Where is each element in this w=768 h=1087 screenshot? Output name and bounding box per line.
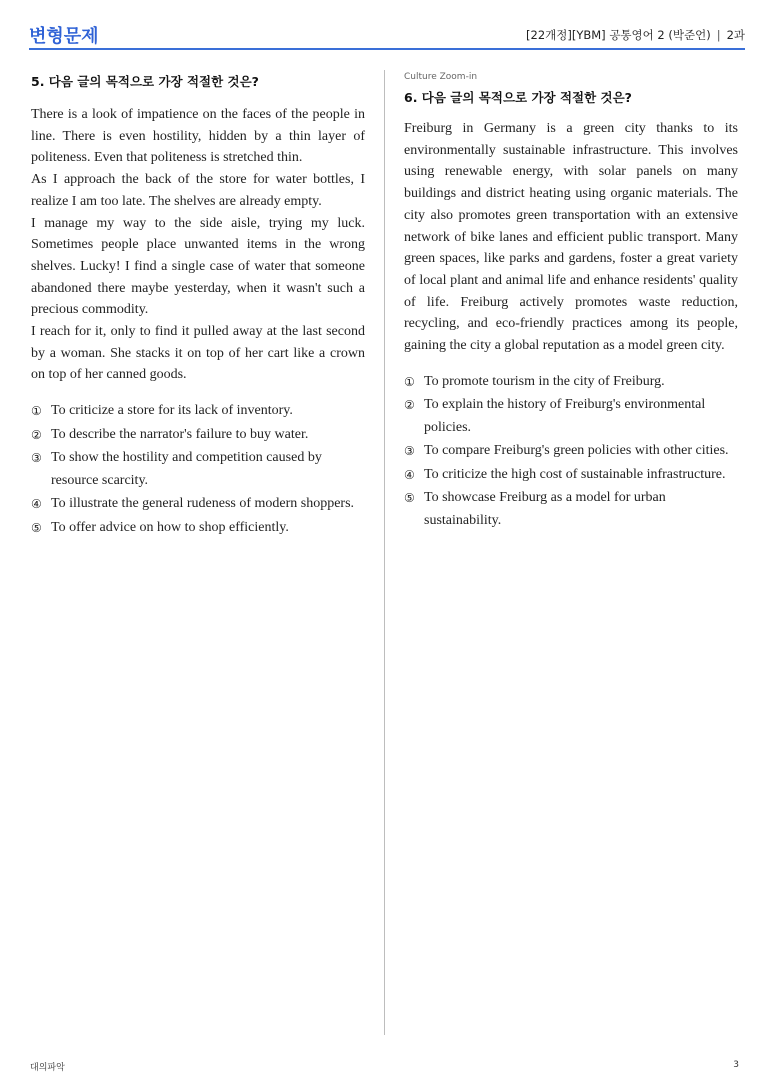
passage-paragraph: There is a look of impatience on the faces of the people in line. There is even hostility, hidden by a thin layer of politeness. Even that politeness is stretched thin.: [31, 107, 365, 166]
passage-paragraph: I reach for it, only to find it pulled away at the last second by a woman. She stacks it on top of her cart like a crown on top of her canned goods.: [31, 324, 365, 383]
option-text: To criticize the high cost of sustainable infrastructure.: [424, 466, 726, 482]
page-number: 3: [733, 1060, 739, 1070]
page-header: [29, 0, 745, 50]
option-text: To promote tourism in the city of Freiburg.: [424, 373, 665, 389]
answer-option[interactable]: [404, 394, 738, 439]
option-number: ①: [31, 404, 42, 419]
option-text: To describe the narrator's failure to buy water.: [51, 426, 309, 442]
question-title: 5. 다음 글의 목적으로 가장 적절한 것은?: [31, 74, 259, 89]
option-number: ⑤: [31, 520, 42, 535]
question-6: [404, 72, 738, 533]
answer-options: [31, 400, 365, 539]
header-label: 변형문제: [29, 26, 99, 47]
option-number: ③: [404, 444, 415, 459]
passage-paragraph: As I approach the back of the store for water bottles, I realize I am too late. The shelves are already empty.: [31, 172, 365, 209]
passage-paragraph: Freiburg in Germany is a green city thanks to its environmentally sustainable infrastructure. This involves using renewable energy, with solar panels on many buildings and district heating using organic materials. The city also promotes green transportation with an extensive network of bike lanes and efficient public transport. Many green spaces, like parks and gardens, foster a great variety of local plant and animal life and enhance residents' quality of life. Freiburg actively promotes waste reduction, recycling, and eco-friendly practices among its people, gaining the city a global reputation as a model green city.: [404, 121, 738, 354]
question-5: [31, 72, 365, 540]
lesson-label: 2과: [726, 28, 745, 42]
answer-option[interactable]: [31, 493, 365, 516]
answer-option[interactable]: [404, 371, 738, 394]
footer-category: 대의파악: [30, 1063, 65, 1073]
option-number: ②: [31, 427, 42, 442]
option-text: To illustrate the general rudeness of modern shoppers.: [51, 496, 355, 512]
header-meta: [526, 27, 745, 43]
column-divider: [384, 70, 385, 1035]
course-title: [22개정][YBM] 공통영어 2 (박준언): [526, 28, 711, 42]
option-number: ④: [31, 497, 42, 512]
option-number: ①: [404, 374, 415, 389]
option-text: To compare Freiburg's green policies with other cities.: [424, 443, 729, 459]
answer-options: [404, 371, 738, 533]
option-number: ②: [404, 398, 415, 413]
answer-option[interactable]: [31, 424, 365, 447]
answer-option[interactable]: [31, 447, 365, 492]
question-title: 6. 다음 글의 목적으로 가장 적절한 것은?: [404, 90, 632, 105]
option-number: ⑤: [404, 491, 415, 506]
option-number: ③: [31, 451, 42, 466]
option-text: To showcase Freiburg as a model for urban sustainability.: [424, 490, 666, 528]
option-number: ④: [404, 467, 415, 482]
answer-option[interactable]: [31, 400, 365, 423]
answer-option[interactable]: [31, 517, 365, 540]
passage-paragraph: I manage my way to the side aisle, trying my luck. Sometimes people place unwanted items in the wrong shelves. Lucky! I find a single case of water that someone abandoned there maybe yesterday, when it wasn't such a precious commodity.: [31, 215, 365, 318]
answer-option[interactable]: [404, 440, 738, 463]
section-label: Culture Zoom-in: [404, 72, 478, 82]
passage: [31, 104, 365, 386]
option-text: To offer advice on how to shop efficiently.: [51, 519, 289, 535]
passage: [404, 118, 738, 357]
answer-option[interactable]: [404, 487, 738, 532]
option-text: To criticize a store for its lack of inventory.: [51, 403, 293, 419]
option-text: To show the hostility and competition caused by resource scarcity.: [51, 450, 322, 488]
option-text: To explain the history of Freiburg's environmental policies.: [424, 397, 706, 435]
answer-option[interactable]: [404, 464, 738, 487]
header-separator: |: [716, 28, 721, 42]
